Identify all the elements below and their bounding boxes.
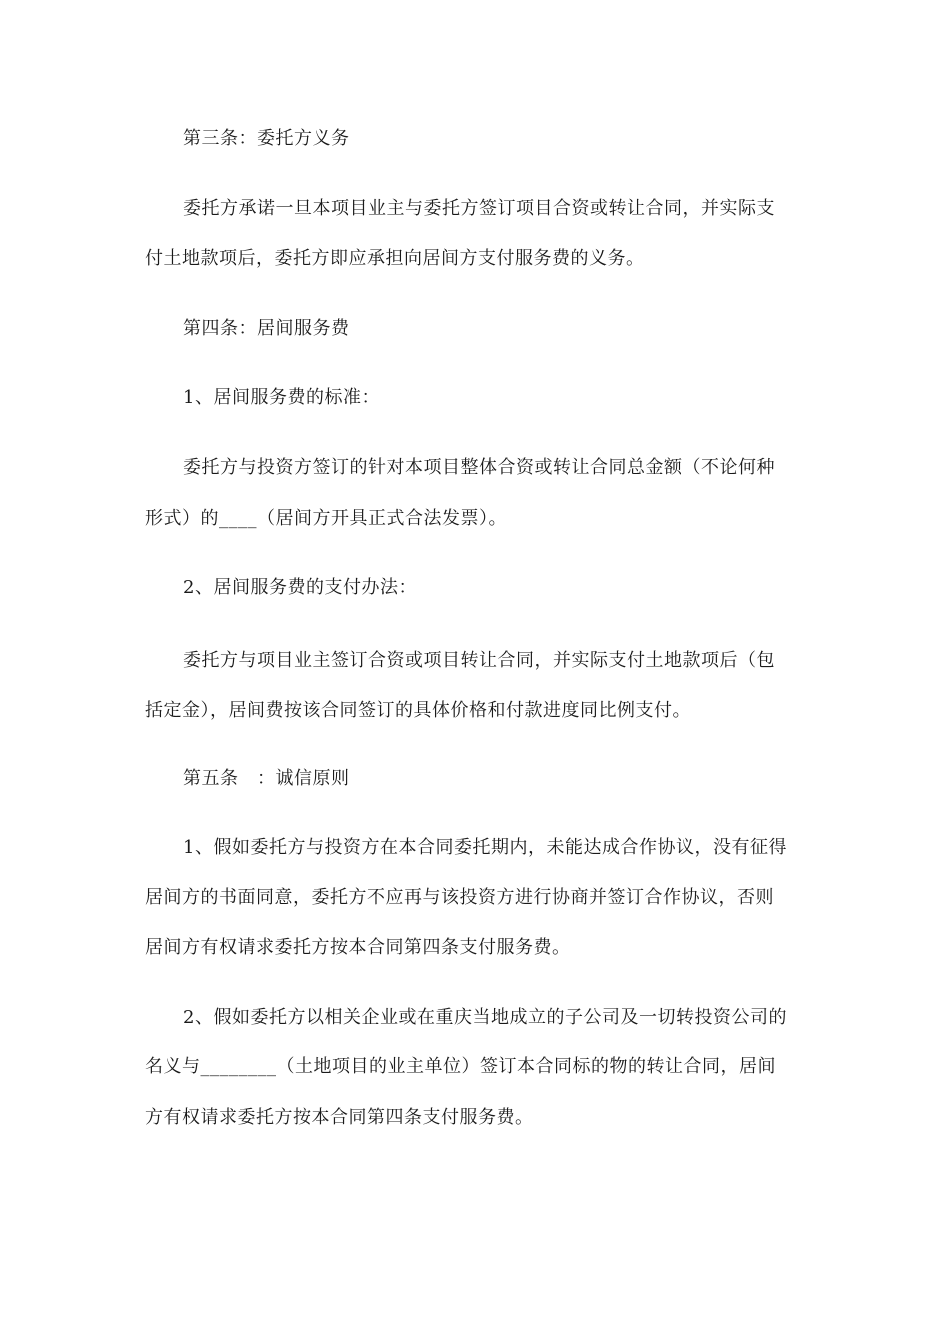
article-3-para-line-2: 付土地款项后，委托方即应承担向居间方支付服务费的义务。 xyxy=(145,248,645,269)
article-3-heading: 第三条：委托方义务 xyxy=(183,128,350,149)
article-5-item-1-line-1: 1、假如委托方与投资方在本合同委托期内，未能达成合作协议，没有征得 xyxy=(183,837,787,858)
article-3-para-line-1: 委托方承诺一旦本项目业主与委托方签订项目合资或转让合同，并实际支 xyxy=(183,198,775,219)
article-4-item-1-para-line-1: 委托方与投资方签订的针对本项目整体合资或转让合同总金额（不论何种 xyxy=(183,457,775,478)
article-5-item-2-line-1: 2、假如委托方以相关企业或在重庆当地成立的子公司及一切转投资公司的 xyxy=(183,1007,787,1028)
article-4-item-2-title: 2、居间服务费的支付办法： xyxy=(183,577,417,598)
article-4-item-2-para-line-2: 括定金），居间费按该合同签订的具体价格和付款进度同比例支付。 xyxy=(145,700,691,721)
article-5-item-1-line-3: 居间方有权请求委托方按本合同第四条支付服务费。 xyxy=(145,937,571,958)
article-5-item-2-line-3: 方有权请求委托方按本合同第四条支付服务费。 xyxy=(145,1107,534,1128)
article-5-item-1-line-2: 居间方的书面同意，委托方不应再与该投资方进行协商并签订合作协议，否则 xyxy=(145,887,774,908)
article-5-item-2-line-2: 名义与________（土地项目的业主单位）签订本合同标的物的转让合同，居间 xyxy=(145,1056,776,1077)
article-5-heading: 第五条 ：诚信原则 xyxy=(183,768,350,789)
article-4-item-1-para-line-2: 形式）的____（居间方开具正式合法发票）。 xyxy=(145,508,507,529)
article-4-heading: 第四条：居间服务费 xyxy=(183,318,350,339)
article-4-item-1-title: 1、居间服务费的标准： xyxy=(183,387,380,408)
article-4-item-2-para-line-1: 委托方与项目业主签订合资或项目转让合同，并实际支付土地款项后（包 xyxy=(183,650,775,671)
